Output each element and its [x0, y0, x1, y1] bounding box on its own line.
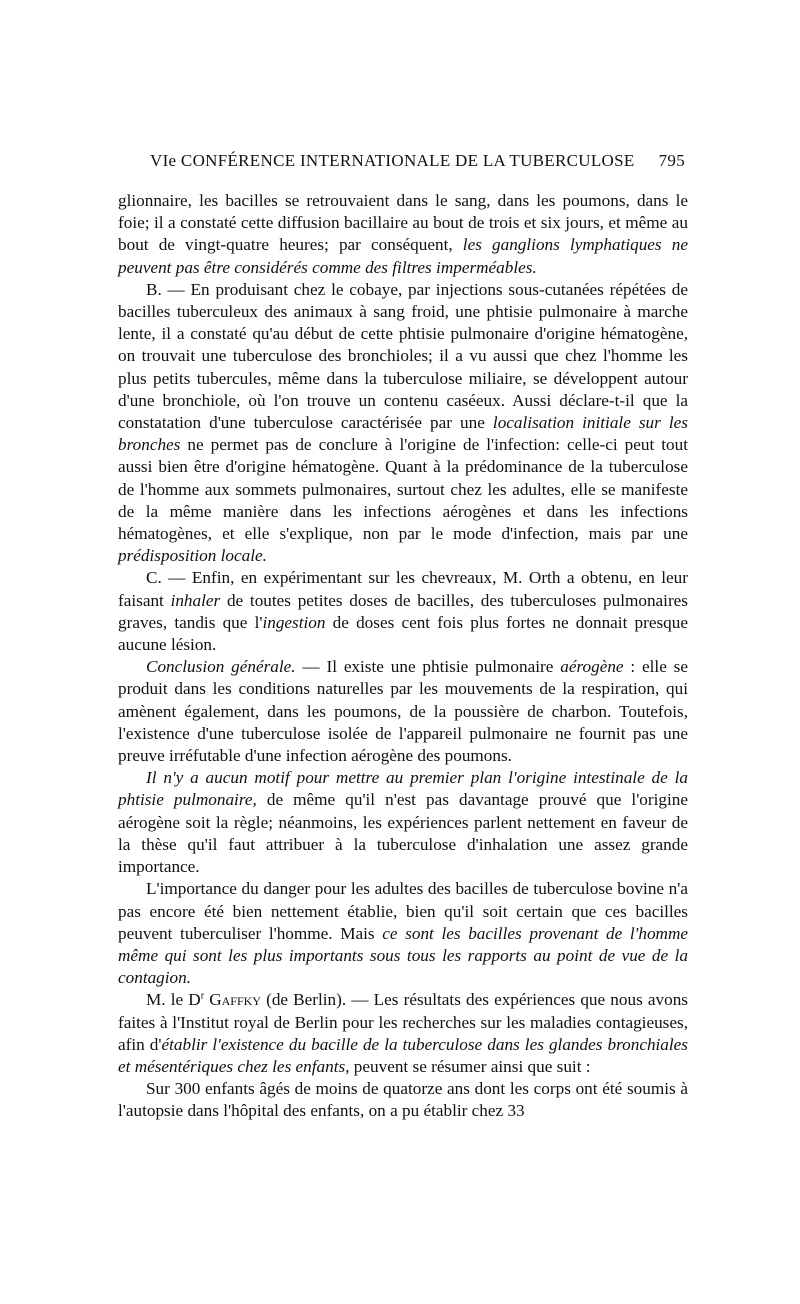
text-run: localisation initiale sur les bronches [118, 413, 688, 455]
text-run: de toutes petites doses de bacilles, des tuberculoses pulmonaires graves, tandis que l' [118, 590, 688, 632]
text-run: ne permet pas de conclure à l'origine de l'infection: celle-ci peut tout aussi bien être d'origine hématogène. Quant à la prédominance de la tuberculose de l'homme aux sommets pulmonaires, surtout chez les adultes, elle se manifeste de la même manière dans les infections aérogènes et dans les infections hématogènes, et elle s'explique, non par le mode d'infection, mais par une [118, 435, 688, 544]
text-run: Sur 300 enfants âgés de moins de quatorze ans dont les corps ont été soumis à l'autopsie dans l'hôpital des enfants, on a pu établir chez 33 [118, 1079, 688, 1121]
text-run: : elle se produit dans les conditions naturelles par les mouvements de la respiration, qui amènent également, dans les poumons, de la poussière de charbon. Toutefois, l'existence d'une tuberculose isolée de l'appareil pulmonaire ne fournit pas une preuve irréfutable d'une infection aérogène des poumons. [118, 657, 688, 766]
text-run: M. le D [146, 990, 201, 1010]
page-number: 795 [658, 151, 685, 170]
paragraph [118, 1078, 688, 1122]
text-run: Gaffky [209, 990, 261, 1010]
text-run: ce sont les bacilles provenant de l'homme même qui sont les plus importants sous tous les rapports au point de vue de la contagion. [118, 923, 688, 988]
text-run: Conclusion générale. [146, 657, 296, 677]
text-run: L'importance du danger pour les adultes des bacilles de tuberculose bovine n'a pas encore été bien nettement établie, bien qu'il soit certain que ces bacilles peuvent tuberculiser l'homme. Mais [118, 879, 688, 943]
text-run: glionnaire, les bacilles se retrouvaient dans le sang, dans les poumons, dans le foie; il a constaté cette diffusion bacillaire au bout de trois et six jours, et même au bout de vingt-quatre heures; par conséquent, [118, 191, 688, 255]
text-run: aérogène [560, 657, 624, 677]
running-title: VIe CONFÉRENCE INTERNATIONALE DE LA TUBERCULOSE [150, 151, 635, 170]
text-run: ingestion [262, 612, 326, 632]
running-header [150, 151, 685, 171]
paragraph [118, 279, 688, 568]
text-run: Il n'y a aucun motif pour mettre au premier plan l'origine intestinale de la phtisie pulmonaire, [118, 768, 688, 810]
text-run: de même qu'il n'est pas davantage prouvé que l'origine aérogène soit la règle; néanmoins, les expériences parlent nettement en faveur de la thèse qu'il faut attribuer à la tuberculose d'inhalation une assez grande importance. [118, 790, 688, 877]
paragraph [118, 767, 688, 878]
body-text [118, 190, 688, 1123]
text-run: r [200, 990, 205, 1002]
text-run: de doses cent fois plus fortes ne donnait presque aucune lésion. [118, 612, 688, 655]
text-run: (de Berlin). — Les résultats des expériences que nous avons faites à l'Institut royal de Berlin pour les recherches sur les maladies contagieuses, afin d' [118, 990, 688, 1054]
text-run: établir l'existence du bacille de la tuberculose dans les glandes bronchiales et mésentériques chez les enfants, [118, 1034, 688, 1076]
text-run: peuvent se résumer ainsi que suit : [349, 1056, 591, 1076]
paragraph [118, 190, 688, 279]
text-run: inhaler [170, 590, 221, 610]
text-run: les ganglions lymphatiques ne peuvent pas être considérés comme des filtres imperméables. [118, 235, 688, 277]
text-run: C. — Enfin, en expérimentant sur les chevreaux, M. Orth a obtenu, en leur faisant [118, 568, 688, 610]
text-run: prédisposition locale. [118, 546, 267, 566]
text-run: — Il existe une phtisie pulmonaire [295, 657, 561, 677]
paragraph [118, 989, 688, 1078]
paragraph [118, 656, 688, 767]
paragraph [118, 878, 688, 989]
paragraph [118, 567, 688, 656]
text-run: B. — En produisant chez le cobaye, par injections sous-cutanées répétées de bacilles tuberculeux des animaux à sang froid, une phtisie pulmonaire à marche lente, il a constaté qu'au début de cette phtisie pulmonaire d'origine hématogène, on trouvait une tuberculose des bronchioles; il a vu aussi que chez l'homme les plus petits tubercules, même dans la tuberculose miliaire, se développent autour d'une bronchiole, où l'on trouve un contenu caséeux. Aussi déclare-t-il que la constatation d'une tuberculose caractérisée par une [118, 279, 688, 433]
